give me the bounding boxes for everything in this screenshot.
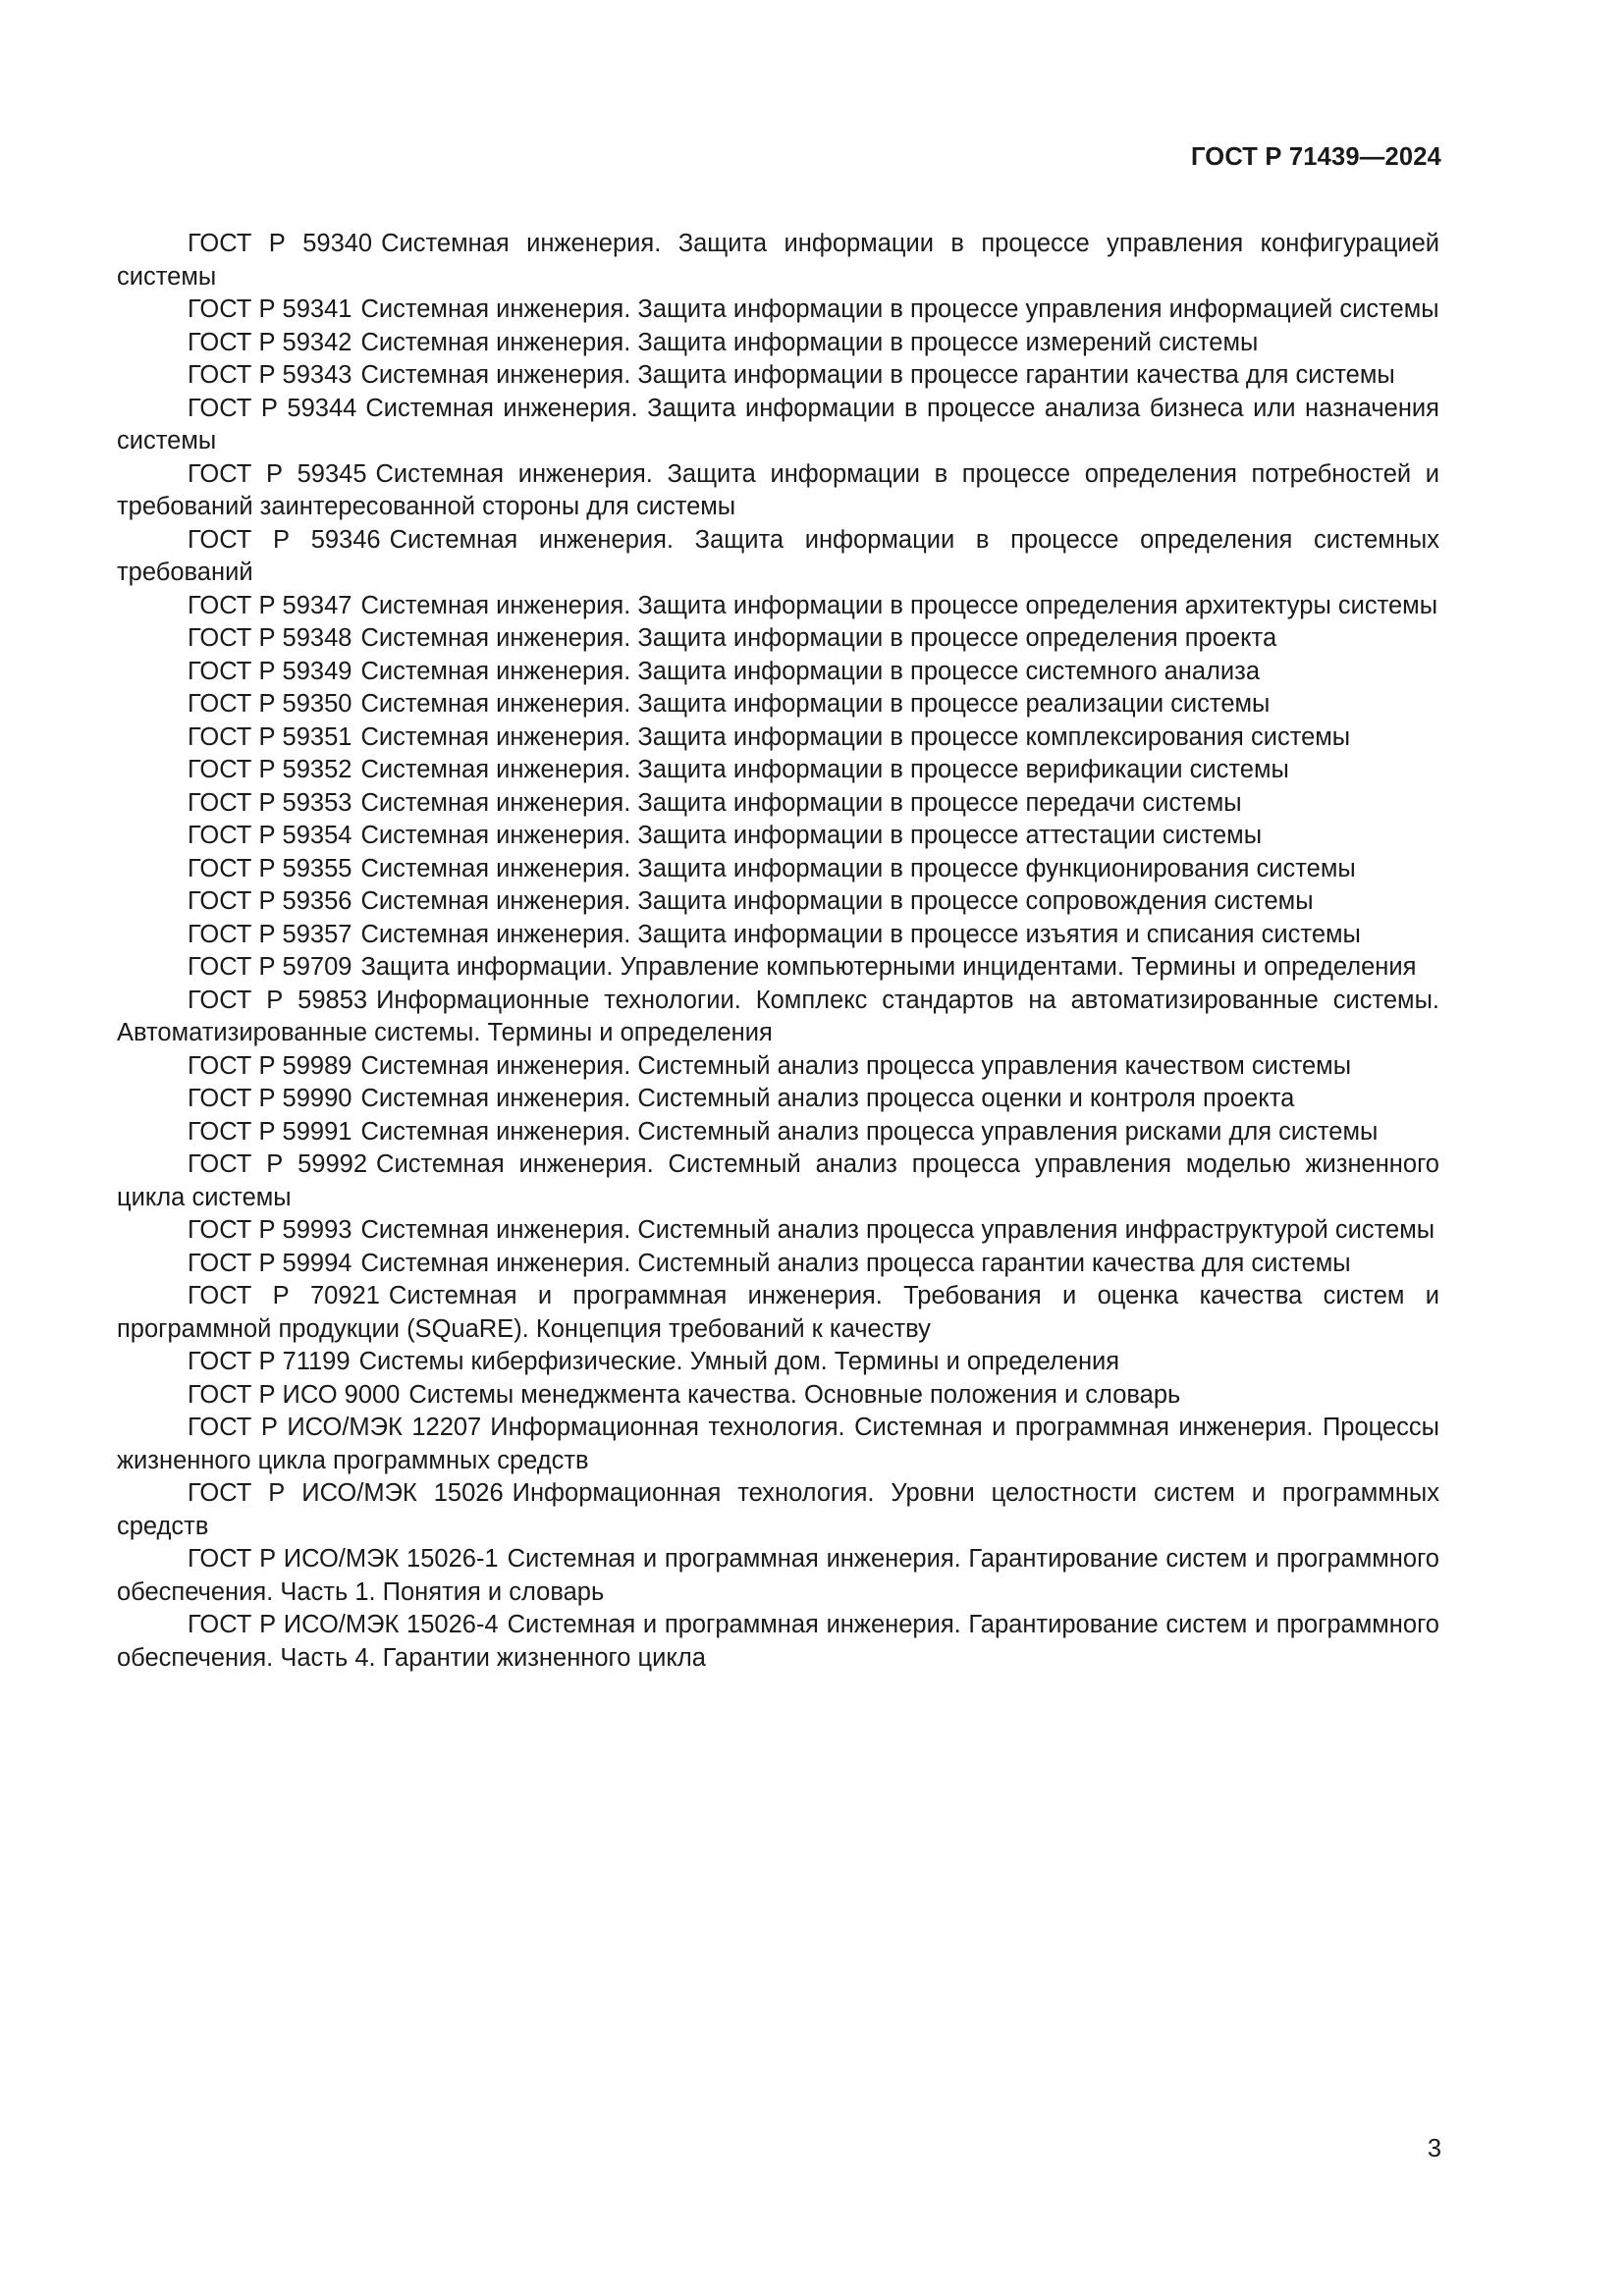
reference-code: ГОСТ Р 59354: [188, 822, 352, 849]
reference-item: [117, 393, 1439, 458]
reference-title: Системы киберфизические. Умный дом. Термины и определения: [358, 1348, 1120, 1375]
reference-item: [117, 919, 1439, 952]
reference-item: [117, 1379, 1439, 1413]
reference-item: [117, 951, 1439, 985]
reference-title: Системная инженерия. Защита информации в процессе передачи системы: [360, 788, 1242, 817]
reference-title: Системная инженерия. Защита информации в процессе реализации системы: [360, 690, 1271, 718]
reference-item: [117, 1214, 1439, 1248]
reference-item: [117, 853, 1439, 886]
reference-title: Системная инженерия. Защита информации в процессе аттестации системы: [360, 822, 1263, 849]
reference-code: ГОСТ Р 59989: [188, 1051, 352, 1080]
reference-code: ГОСТ Р 59350: [188, 690, 352, 718]
reference-code: ГОСТ Р 59343: [188, 361, 352, 389]
reference-title: Системная инженерия. Защита информации в процессе изъятия и списания системы: [360, 920, 1361, 948]
normative-references-list: [117, 228, 1439, 1675]
reference-title: Системная инженерия. Защита информации в процессе определения системных требований: [117, 525, 1439, 586]
reference-item: [117, 688, 1439, 721]
reference-code: ГОСТ Р 59993: [188, 1216, 352, 1244]
reference-item: [117, 294, 1439, 327]
reference-title: Информационная технология. Системная и программная инженерия. Процессы жизненного цикла программных средств: [117, 1414, 1440, 1474]
reference-item: [117, 656, 1439, 689]
reference-code: ГОСТ Р 59345: [188, 459, 367, 488]
reference-code: ГОСТ Р 59341: [188, 295, 352, 323]
reference-item: [117, 1083, 1439, 1116]
reference-item: [117, 590, 1439, 623]
reference-item: [117, 622, 1439, 656]
reference-code: ГОСТ Р 59357: [188, 920, 352, 948]
reference-item: [117, 1116, 1439, 1149]
reference-code: ГОСТ Р ИСО/МЭК 15026: [188, 1479, 504, 1507]
reference-title: Системная и программная инженерия. Требования и оценка качества систем и программной продукции (SQuaRE). Концепция требований к качеству: [117, 1282, 1439, 1343]
reference-title: Системная инженерия. Защита информации в процессе управления информацией системы: [360, 295, 1439, 323]
page-header-document-code: ГОСТ Р 71439—2024: [1190, 143, 1441, 171]
reference-title: Системная инженерия. Защита информации в процессе определения проекта: [360, 624, 1277, 652]
page-number: 3: [1427, 2135, 1441, 2163]
reference-title: Системная инженерия. Системный анализ процесса управления качеством системы: [360, 1051, 1352, 1080]
reference-code: ГОСТ Р 71199: [188, 1348, 351, 1375]
reference-title: Системная инженерия. Защита информации в процессе измерений системы: [360, 328, 1259, 356]
reference-item: [117, 1050, 1439, 1084]
reference-item: [117, 1248, 1439, 1281]
reference-code: ГОСТ Р 59994: [188, 1249, 352, 1277]
reference-item: [117, 754, 1439, 787]
reference-title: Системная и программная инженерия. Гарантирование систем и программного обеспечения. Часть 4. Гарантии жизненного цикла: [117, 1611, 1439, 1672]
reference-code: ГОСТ Р 59351: [188, 722, 352, 751]
reference-code: ГОСТ Р 59992: [188, 1150, 368, 1178]
reference-code: ГОСТ Р 59347: [188, 591, 352, 619]
reference-item: [117, 327, 1439, 360]
reference-item: [117, 458, 1439, 524]
reference-title: Системная инженерия. Защита информации в процессе гарантии качества для системы: [360, 361, 1395, 389]
reference-item: [117, 524, 1439, 590]
reference-title: Системная инженерия. Защита информации в процессе комплексирования системы: [360, 722, 1351, 751]
reference-code: ГОСТ Р 59348: [188, 624, 352, 652]
reference-code: ГОСТ Р 59349: [188, 657, 352, 685]
reference-code: ГОСТ Р 59340: [188, 230, 373, 257]
reference-item: [117, 1412, 1439, 1477]
reference-item: [117, 787, 1439, 821]
reference-title: Системная инженерия. Системный анализ процесса гарантии качества для системы: [360, 1249, 1351, 1277]
reference-code: ГОСТ Р ИСО/МЭК 12207: [188, 1414, 482, 1441]
reference-title: Системная инженерия. Защита информации в процессе системного анализа: [360, 657, 1261, 685]
reference-code: ГОСТ Р 59853: [188, 986, 368, 1014]
reference-title: Системная и программная инженерия. Гарантирование систем и программного обеспечения. Часть 1. Понятия и словарь: [117, 1545, 1439, 1606]
reference-title: Системная инженерия. Защита информации в процессе управления конфигурацией системы: [117, 230, 1439, 291]
reference-item: [117, 885, 1439, 919]
reference-title: Системная инженерия. Защита информации в процессе функционирования системы: [360, 854, 1356, 882]
reference-title: Информационные технологии. Комплекс стандартов на автоматизированные системы. Автоматизированные системы. Термины и определения: [117, 986, 1439, 1046]
reference-code: ГОСТ Р 59346: [188, 525, 381, 554]
reference-item: [117, 985, 1439, 1050]
reference-title: Системная инженерия. Системный анализ процесса управления инфраструктурой системы: [360, 1216, 1435, 1244]
reference-code: ГОСТ Р 59352: [188, 756, 352, 783]
reference-title: Системная инженерия. Защита информации в процессе анализа бизнеса или назначения системы: [117, 394, 1439, 454]
reference-title: Системная инженерия. Защита информации в процессе сопровождения системы: [360, 887, 1314, 915]
reference-code: ГОСТ Р 59342: [188, 328, 352, 356]
reference-item: [117, 1477, 1439, 1543]
reference-item: [117, 359, 1439, 393]
reference-code: ГОСТ Р 59353: [188, 788, 352, 817]
reference-code: ГОСТ Р ИСО 9000: [188, 1380, 401, 1409]
reference-item: [117, 1346, 1439, 1379]
reference-item: [117, 820, 1439, 853]
reference-item: [117, 721, 1439, 755]
reference-title: Системная инженерия. Защита информации в процессе определения архитектуры системы: [360, 591, 1438, 619]
reference-code: ГОСТ Р ИСО/МЭК 15026-1: [188, 1545, 499, 1573]
reference-title: Системная инженерия. Системный анализ процесса управления моделью жизненного цикла системы: [117, 1150, 1439, 1211]
reference-title: Системная инженерия. Системный анализ процесса управления рисками для системы: [360, 1117, 1379, 1146]
reference-item: [117, 1280, 1439, 1346]
reference-code: ГОСТ Р ИСО/МЭК 15026-4: [188, 1611, 499, 1638]
reference-item: [117, 1148, 1439, 1214]
reference-code: ГОСТ Р 59709: [188, 953, 352, 981]
reference-code: ГОСТ Р 59991: [188, 1117, 352, 1146]
reference-title: Системная инженерия. Защита информации в процессе верификации системы: [360, 756, 1289, 783]
reference-code: ГОСТ Р 70921: [188, 1282, 380, 1309]
reference-title: Системы менеджмента качества. Основные положения и словарь: [408, 1380, 1181, 1409]
reference-title: Информационная технология. Уровни целостности систем и программных средств: [117, 1479, 1439, 1540]
reference-item: [117, 228, 1439, 294]
reference-code: ГОСТ Р 59990: [188, 1085, 352, 1112]
reference-title: Системная инженерия. Системный анализ процесса оценки и контроля проекта: [360, 1085, 1295, 1112]
reference-title: Системная инженерия. Защита информации в процессе определения потребностей и требований заинтересованной стороны для системы: [117, 459, 1440, 520]
reference-item: [117, 1609, 1439, 1675]
reference-item: [117, 1543, 1439, 1609]
reference-title: Защита информации. Управление компьютерными инцидентами. Термины и определения: [360, 953, 1417, 981]
reference-code: ГОСТ Р 59356: [188, 887, 352, 915]
reference-code: ГОСТ Р 59355: [188, 854, 352, 882]
reference-code: ГОСТ Р 59344: [188, 394, 357, 422]
